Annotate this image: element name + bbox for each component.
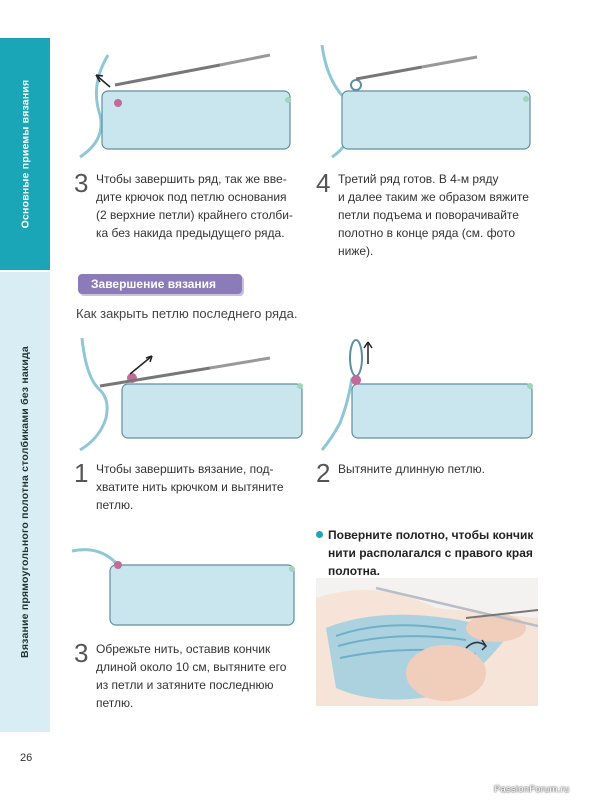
step-text: Чтобы завершить вязание, под- хватите нить крючком и вытяните петлю. <box>96 462 284 512</box>
step-number: 4 <box>316 168 331 198</box>
sidebar-chapter-label: Вязание прямоугольного полотна столбиками без накида <box>19 346 32 658</box>
step-3-finish <box>74 640 286 712</box>
step-number: 3 <box>74 168 89 198</box>
illustration-step-4-top <box>312 45 542 165</box>
sidebar-section-label: Основные приемы вязания <box>19 79 32 229</box>
step-number: 1 <box>74 458 89 488</box>
step-text: Третий ряд готов. В 4-м ряду и далее таким же образом вяжите петли подъема и поворачивайте полотно в конце ряда (см. фото ниже). <box>338 172 529 258</box>
step-1-finish <box>74 460 284 514</box>
watermark: PassionForum.ru <box>494 784 570 795</box>
step-number: 2 <box>316 458 331 488</box>
step-text: Вытяните длинную петлю. <box>338 462 485 476</box>
step-number: 3 <box>74 638 89 668</box>
illustration-step-3-top <box>70 45 310 165</box>
section-badge: Завершение вязания <box>78 274 242 294</box>
sidebar <box>0 0 50 800</box>
step-2-finish <box>316 460 485 486</box>
illustration-finish-step-2 <box>312 338 542 453</box>
step-text: Обрежьте нить, оставив кончик длиной около 10 см, вытяните его из петли и затяните последнюю петлю. <box>96 642 287 710</box>
section-subtitle: Как закрыть петлю последнего ряда. <box>76 306 298 321</box>
sidebar-chapter-tab <box>0 272 50 732</box>
step-3-top <box>74 170 293 242</box>
photo-note-text: Поверните полотно, чтобы кончик нити располагался с правого края полотна. <box>328 528 534 578</box>
sidebar-section-tab <box>0 38 50 270</box>
page-number: 26 <box>20 752 33 764</box>
photo-note <box>316 526 558 580</box>
hands-knitting-photo <box>316 578 538 706</box>
illustration-finish-step-3 <box>70 545 310 640</box>
step-4-top <box>316 170 529 260</box>
bullet-dot-icon <box>316 531 323 538</box>
step-text: Чтобы завершить ряд, так же вве- дите крючок под петлю основания (2 верхние петли) крайнего столби- ка без накида предыдущего ряда. <box>96 172 293 240</box>
illustration-finish-step-1 <box>70 338 310 453</box>
